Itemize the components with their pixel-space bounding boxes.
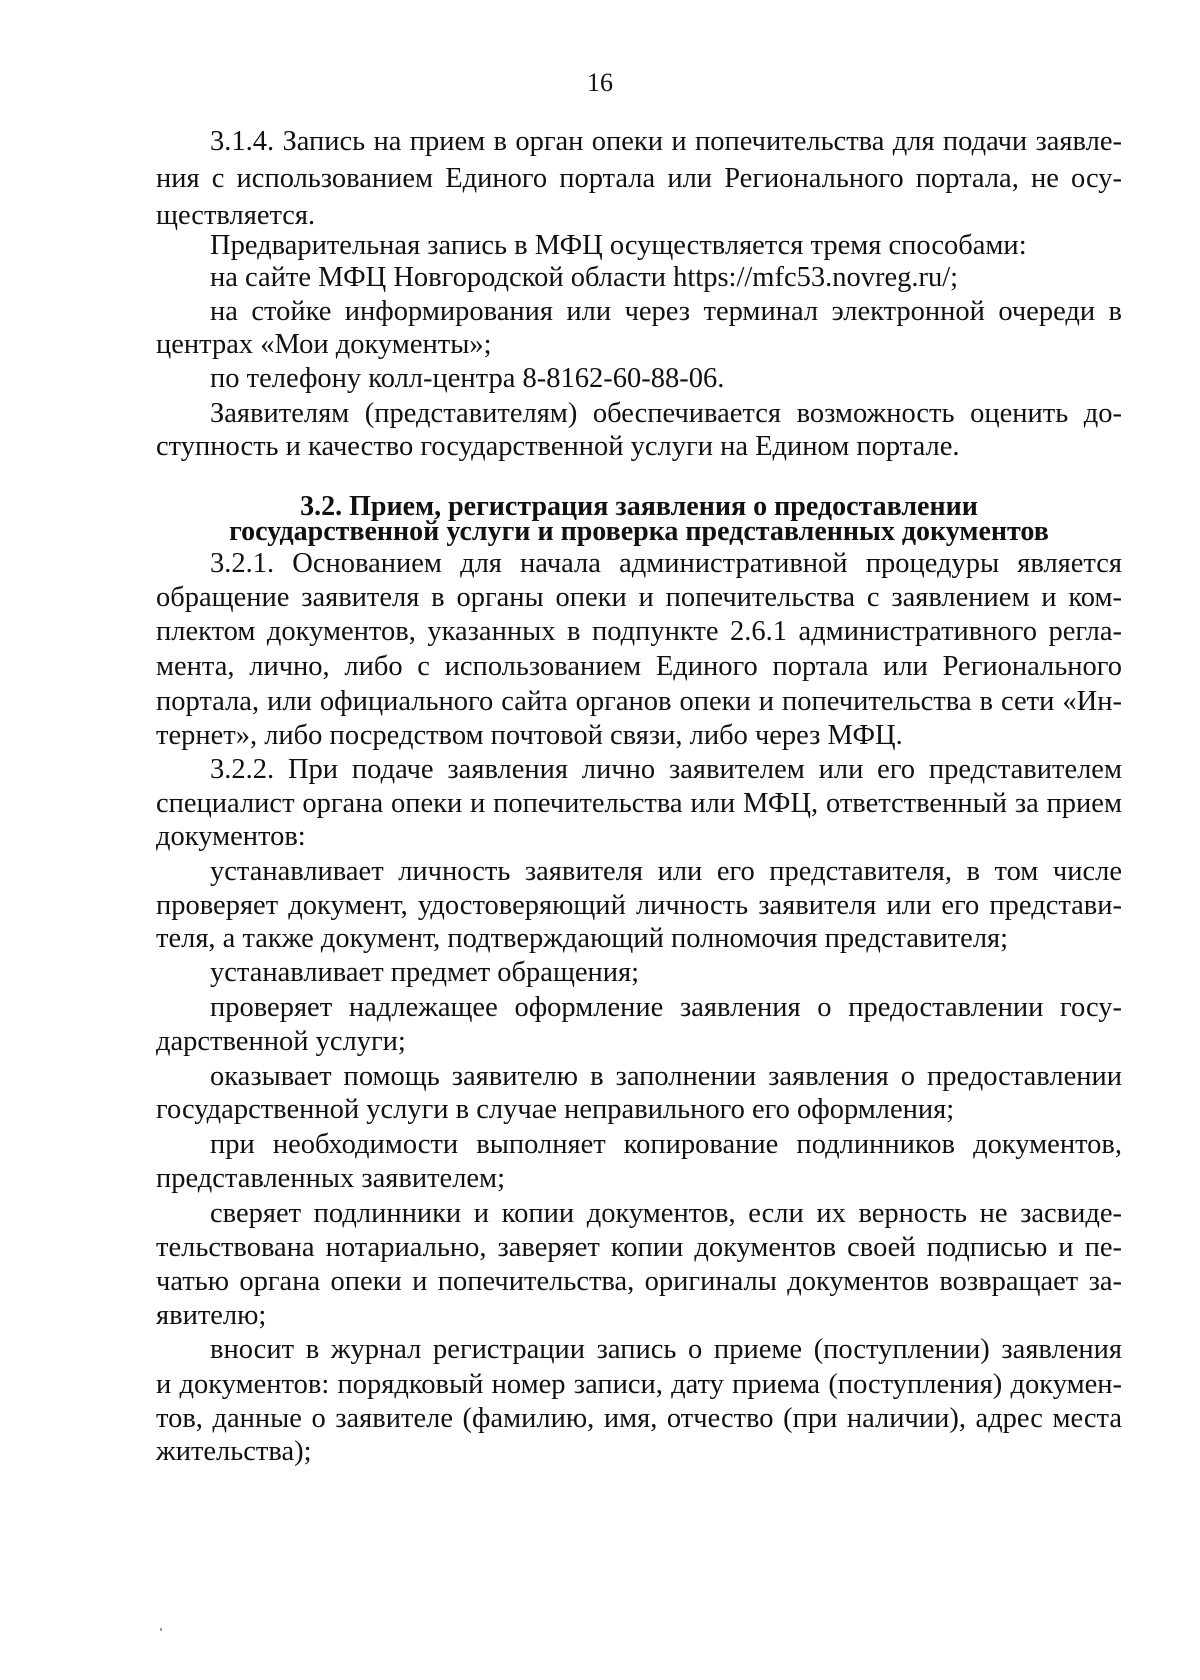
action-register-line-3: тов, данные о заявителе (фамилию, имя, отчество (при наличии), адрес места bbox=[156, 1403, 1122, 1434]
action-register-line-4: жительства); bbox=[156, 1436, 312, 1467]
action-help-line-2: государственной услуги в случае неправильного его оформления; bbox=[156, 1094, 955, 1125]
action-copy-line-2: представленных заявителем; bbox=[156, 1163, 506, 1194]
action-verify-line-1: сверяет подлинники и копии документов, если их верность не засвиде- bbox=[210, 1198, 1122, 1229]
p-3-2-1-line-4: мента, лично, либо с использованием Единого портала или Регионального bbox=[156, 651, 1122, 682]
action-subject: устанавливает предмет обращения; bbox=[210, 957, 640, 988]
p-3-2-1-line-6: тернет», либо посредством почтовой связи, либо через МФЦ. bbox=[156, 720, 903, 751]
section-3-1-4-line-1: 3.1.4. Запись на прием в орган опеки и попечительства для подачи заявле- bbox=[210, 126, 1122, 157]
action-verify-line-3: чатью органа опеки и попечительства, оригиналы документов возвращает за- bbox=[156, 1266, 1122, 1297]
action-check-form-line-2: дарственной услуги; bbox=[156, 1026, 406, 1057]
prelim-phone: по телефону колл-центра 8-8162-60-88-06. bbox=[210, 363, 725, 394]
p-3-2-1-line-2: обращение заявителя в органы опеки и попечительства с заявлением и ком- bbox=[156, 582, 1122, 613]
action-verify-line-4: явителю; bbox=[156, 1300, 267, 1331]
prelim-site: на сайте МФЦ Новгородской области https://mfc53.novreg.ru/; bbox=[210, 262, 959, 293]
action-check-form-line-1: проверяет надлежащее оформление заявления о предоставлении госу- bbox=[210, 992, 1122, 1023]
prelim-kiosk-line-2: центрах «Мои документы»; bbox=[156, 329, 492, 360]
p-3-2-1-line-5: портала, или официального сайта органов опеки и попечительства в сети «Ин- bbox=[156, 686, 1122, 717]
section-3-1-4-line-2: ния с использованием Единого портала или Регионального портала, не осу- bbox=[156, 163, 1122, 194]
section-3-2-heading-line-2: государственной услуги и проверка представленных документов bbox=[229, 516, 1049, 547]
evaluation-line-2: ступность и качество государственной услуги на Едином портале. bbox=[156, 431, 960, 462]
action-register-line-2: и документов: порядковый номер записи, дату приема (поступления) докумен- bbox=[156, 1369, 1122, 1400]
p-3-2-2-line-1: 3.2.2. При подаче заявления лично заявителем или его представителем bbox=[210, 754, 1122, 785]
section-3-2-heading-line-1: 3.2. Прием, регистрация заявления о предоставлении bbox=[300, 491, 978, 522]
action-help-line-1: оказывает помощь заявителю в заполнении заявления о предоставлении bbox=[210, 1061, 1122, 1092]
action-verify-line-2: тельствована нотариально, заверяет копии документов своей подписью и пе- bbox=[156, 1232, 1122, 1263]
p-3-2-2-line-2: специалист органа опеки и попечительства или МФЦ, ответственный за прием bbox=[156, 788, 1122, 819]
page-number: 16 bbox=[587, 68, 613, 97]
action-copy-line-1: при необходимости выполняет копирование подлинников документов, bbox=[210, 1129, 1122, 1160]
p-3-2-1-line-1: 3.2.1. Основанием для начала административной процедуры является bbox=[210, 548, 1122, 579]
action-identity-line-1: устанавливает личность заявителя или его представителя, в том числе bbox=[210, 856, 1122, 887]
prelim-intro: Предварительная запись в МФЦ осуществляется тремя способами: bbox=[210, 230, 1027, 261]
action-register-line-1: вносит в журнал регистрации запись о приеме (поступлении) заявления bbox=[210, 1334, 1122, 1365]
evaluation-line-1: Заявителям (представителям) обеспечивается возможность оценить до- bbox=[210, 398, 1122, 429]
section-3-1-4-line-3: ществляется. bbox=[156, 200, 316, 231]
scan-speck bbox=[160, 1628, 162, 1631]
p-3-2-2-line-3: документов: bbox=[156, 821, 306, 852]
prelim-kiosk-line-1: на стойке информирования или через терминал электронной очереди в bbox=[210, 296, 1122, 327]
p-3-2-1-line-3: плектом документов, указанных в подпункте 2.6.1 административного регла- bbox=[156, 616, 1122, 647]
action-identity-line-3: теля, а также документ, подтверждающий полномочия представителя; bbox=[156, 923, 1009, 954]
action-identity-line-2: проверяет документ, удостоверяющий личность заявителя или его представи- bbox=[156, 890, 1122, 921]
